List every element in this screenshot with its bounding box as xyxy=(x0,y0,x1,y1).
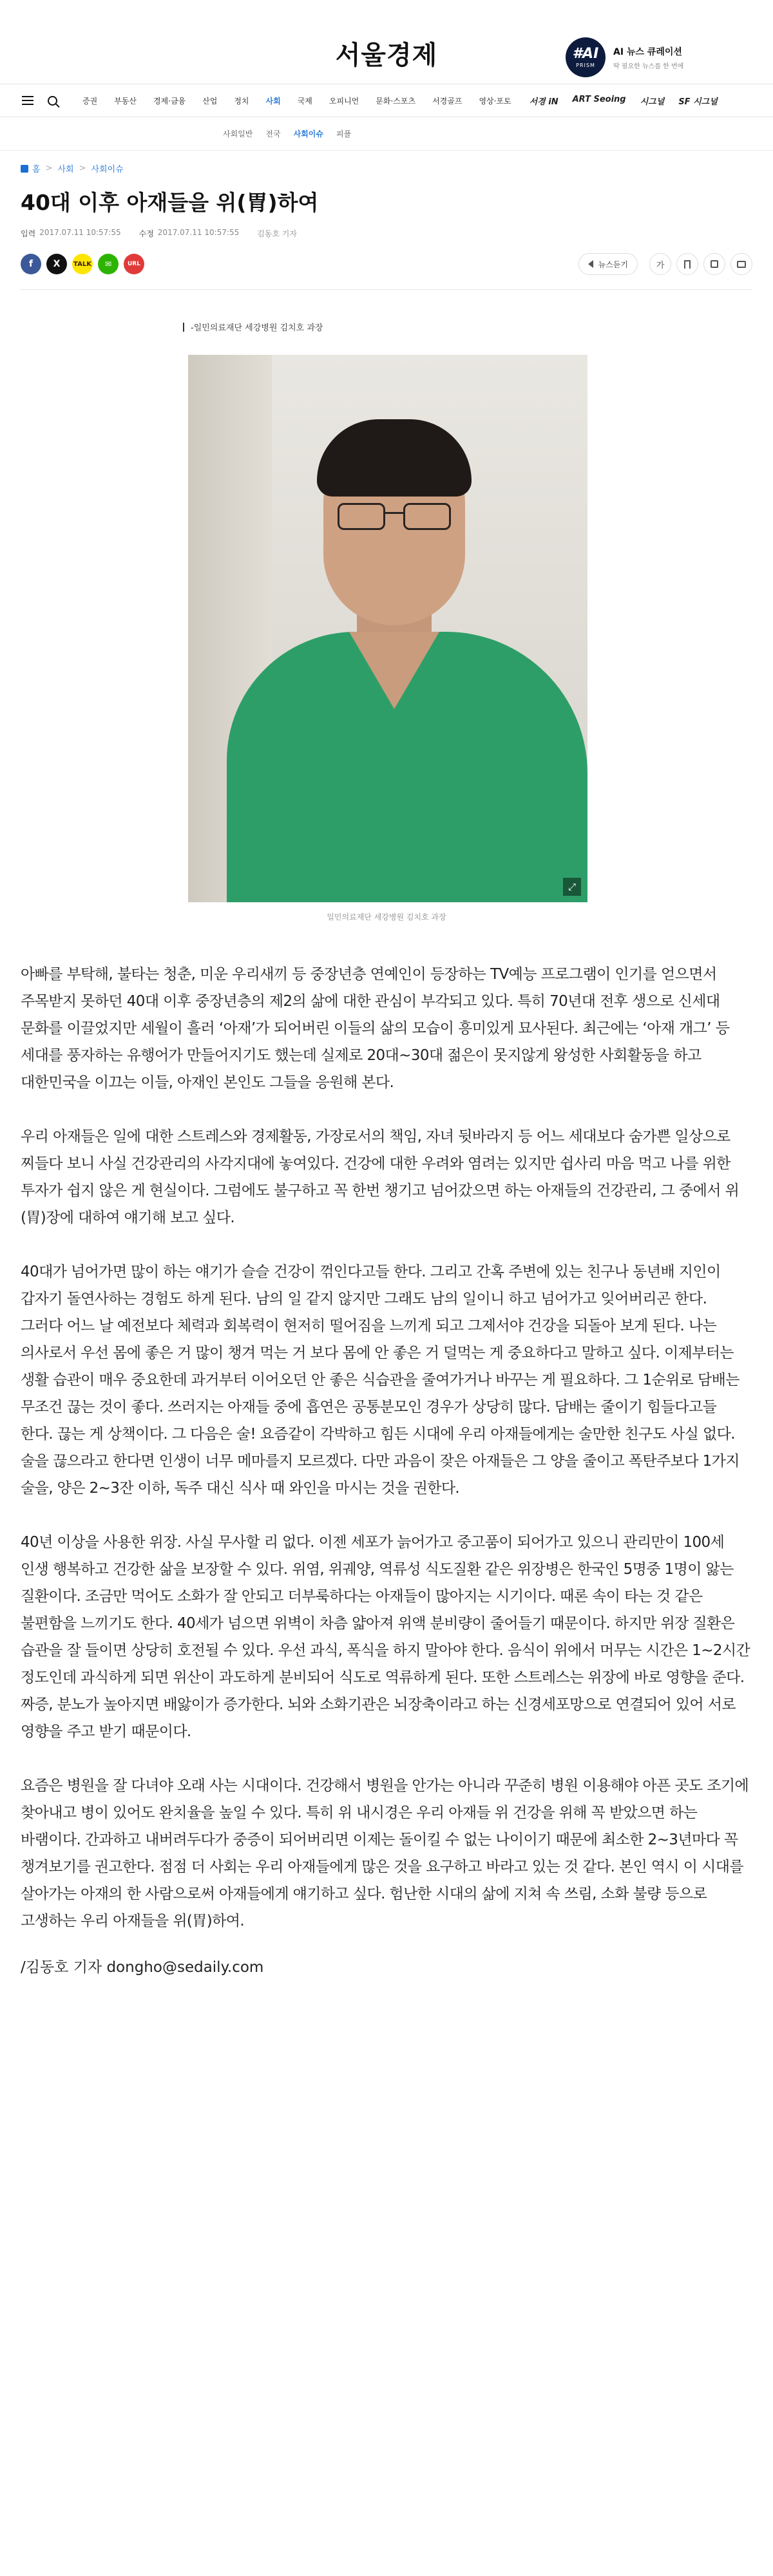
gnb-item[interactable]: 사회 xyxy=(265,96,281,106)
article-paragraph: 요즘은 병원을 잘 다녀야 오래 사는 시대이다. 건강해서 병원을 안가는 아니라 꾸준히 병원 이용해야 아픈 곳도 조기에 찾아내고 병이 있어도 완치율을 높일 수 있다. 특히 위 내시경은 우리 아재들 위 건강을 위해 꼭 받았으면 하는 바램이다. 간과하고 내버려두다가 중증이 되어버리면 이제는 돌이킬 수 없는 나이이기 때문에 최소한 2~3년마다 꼭 챙겨보기를 권고한다. 점점 더 사회는 우리 아재들에게 많은 것을 요구하고 바라고 있는 것 같다. 본인 역시 이 시대를 살아가는 아재의 한 사람으로써 아재들에게 얘기하고 싶다. 험난한 시대의 삶에 지쳐 속 쓰림, 소화 불량 등으로 고생하는 우리 아재들을 위(胃)하여. xyxy=(21,1777,749,1929)
gnb-item[interactable]: 국제 xyxy=(297,96,312,106)
font-size-button[interactable] xyxy=(649,253,671,275)
article-tools xyxy=(578,253,752,275)
global-nav xyxy=(0,84,773,117)
share-toolbar xyxy=(21,253,752,290)
bookmark-button[interactable] xyxy=(676,253,698,275)
ai-curation-promo[interactable] xyxy=(566,37,683,77)
modify-label: 수정 xyxy=(138,229,154,238)
byline-caption xyxy=(21,321,752,333)
gnb-item[interactable]: 영상·포토 xyxy=(479,96,511,106)
facebook-icon[interactable]: f xyxy=(21,254,41,274)
ai-badge-main: #AI xyxy=(572,45,599,62)
gnb-brand-link[interactable]: ART Seoing xyxy=(572,94,626,104)
gnb-item[interactable]: 서경골프 xyxy=(432,96,463,106)
font-size-label: 가 xyxy=(656,260,665,270)
byline-bar xyxy=(183,323,184,332)
gnb-menu xyxy=(82,95,528,106)
article-paragraph: 40년 이상을 사용한 위장. 사실 무사할 리 없다. 이젠 세포가 늙어가고 중고품이 되어가고 있으니 관리만이 100세 인생 행복하고 건강한 삶을 보장할 수 있다. 위염, 위궤양, 역류성 식도질환 같은 위장병은 한국인 5명중 1명이 앓는 질환이다. 조금만 먹어도 소화가 잘 안되고 더부룩하다는 아재들이 많아지는 시기이다. 때론 속이 타는 것 같은 불편함을 느끼기도 한다. 40세가 넘으면 위벽이 차츰 얇아져 위액 분비량이 줄어들기 때문이다. 하지만 위장 질환은 습관을 잘 들이면 상당히 호전될 수 있다. 우선 과식, 폭식을 하지 말아야 한다. 음식이 위에서 머무는 시간은 1~2시간 정도인데 과식하게 되면 위산이 과도하게 분비되어 식도로 역류하게 된다. 또한 스트레스는 위장에 바로 영향을 준다. 짜증, 분노가 높아지면 배앓이가 증가한다. 뇌와 소화기관은 뇌장축이라고 하는 신경세포망으로 연결되어 있어 서로 영향을 주고 받기 때문이다. xyxy=(21,1534,750,1740)
breadcrumb-home[interactable]: 홈 xyxy=(32,165,41,175)
breadcrumb-section[interactable]: 사회 xyxy=(57,165,74,175)
sns-share-buttons xyxy=(21,254,149,274)
subnav-item[interactable]: 사회이슈 xyxy=(293,129,323,138)
ai-promo-title: AI 뉴스 큐레이션 xyxy=(613,46,682,57)
sub-nav xyxy=(0,117,773,151)
breadcrumb-subsection[interactable]: 사회이슈 xyxy=(91,165,124,175)
article-paragraph: 우리 아재들은 일에 대한 스트레스와 경제활동, 가장로서의 책임, 자녀 뒷바라지 등 어느 세대보다 숨가쁜 일상으로 찌들다 보니 사실 건강관리의 사각지대에 놓여있다. 건강에 대한 우려와 염려는 있지만 쉽사리 마음 먹고 나를 위한 투자가 쉽지 않은 게 현실이다. 그럼에도 불구하고 꼭 한번 챙기고 넘어갔으면 하는 아재들의 건강관리, 그 중에서 위(胃)장에 대하여 얘기해 보고 싶다. xyxy=(21,1128,740,1226)
reporter-name[interactable]: 김동호 기자 xyxy=(257,229,297,238)
hamburger-icon xyxy=(22,96,33,105)
photo-hair xyxy=(317,419,472,497)
subnav-item[interactable]: 전국 xyxy=(265,129,281,138)
gnb-item[interactable]: 산업 xyxy=(202,96,218,106)
print-button[interactable] xyxy=(730,253,752,275)
subnav-item[interactable]: 사회일반 xyxy=(223,129,253,138)
gnb-brand-link[interactable]: 시그널 xyxy=(640,97,665,107)
ai-prism-badge-icon xyxy=(566,37,606,77)
breadcrumb xyxy=(21,162,773,175)
photo-glasses xyxy=(338,503,451,533)
gnb-item[interactable]: 문화·스포츠 xyxy=(376,96,416,106)
input-time: 2017.07.11 10:57:55 xyxy=(39,228,121,237)
article-body xyxy=(0,321,773,1976)
gnb-item[interactable]: 부동산 xyxy=(114,96,137,106)
speaker-icon xyxy=(588,260,593,268)
gnb-item[interactable]: 경제·금융 xyxy=(153,96,186,106)
photo-caption: 일민의료재단 세강병원 김치호 과장 xyxy=(327,913,446,922)
breadcrumb-separator: > xyxy=(79,164,86,173)
breadcrumb-separator: > xyxy=(45,164,53,173)
reporter-signature: /김동호 기자 dongho@sedaily.com xyxy=(21,1959,264,1976)
listen-news-label: 뉴스듣기 xyxy=(598,260,628,269)
gnb-brand-link[interactable]: 서경 iN xyxy=(529,97,558,107)
search-icon xyxy=(48,96,57,106)
share-icon xyxy=(711,260,718,268)
message-icon[interactable]: ✉ xyxy=(98,254,119,274)
gnb-brand-link[interactable]: SF 시그널 xyxy=(678,97,718,107)
gnb-item[interactable]: 증권 xyxy=(82,96,98,106)
gnb-item[interactable]: 오피니언 xyxy=(329,96,359,106)
article-paragraph: 40대가 넘어가면 많이 하는 얘기가 슬슬 건강이 꺾인다고들 한다. 그리고 간혹 주변에 있는 친구나 동년배 지인이 갑자기 돌연사하는 경험도 하게 된다. 남의 일 같지 않지만 그래도 남의 일이니 하고 넘어가고 잊어버리곤 한다. 그러다 어느 날 예전보다 체력과 회복력이 현저히 떨어짐을 느끼게 되고 그제서야 건강을 되돌아 보게 된다. 나는 의사로서 우선 몸에 좋은 거 많이 챙겨 먹는 거 보다 몸에 안 좋은 거 덜먹는 게 중요하다고 말하고 싶다. 이제부터는 생활 습관이 매우 중요한데 과거부터 이어오던 안 좋은 식습관을 줄여가거나 바꾸는 게 필요하다. 그 1순위로 담배는 무조건 끊는 것이 좋다. 쓰러지는 아재들 중에 흡연은 공통분모인 경우가 상당히 많다. 담배는 줄이기 힘들다고들 한다. 끊는 게 상책이다. 그 다음은 술! 요즘같이 각박하고 힘든 시대에 우리 아재들에게는 술만한 친구도 사실 없다. 술을 끊으라고 한다면 인생이 너무 메마를지 모르겠다. 다만 과음이 잦은 아재들은 그 양을 줄이고 폭탄주보다 1가지 술을, 양은 2~3잔 이하, 독주 대신 식사 때 와인을 마시는 것을 권한다. xyxy=(21,1264,740,1497)
top-header xyxy=(0,0,773,84)
article-title: 40대 이후 아재들을 위(胃)하여 xyxy=(21,190,319,215)
share-button[interactable] xyxy=(703,253,725,275)
byline-caption-text: -일민의료재단 세강병원 김치호 과장 xyxy=(191,323,323,333)
expand-photo-icon[interactable]: ⤢ xyxy=(563,878,581,896)
article-paragraphs xyxy=(21,961,752,1935)
print-icon xyxy=(737,261,746,268)
article-paragraph: 아빠를 부탁해, 불타는 청춘, 미운 우리새끼 등 중장년층 연예인이 등장하는 TV예능 프로그램이 인기를 얻으면서 주목받지 못하던 40대 이후 중장년층의 제2의 삶에 대한 관심이 부각되고 있다. 특히 70년대 전후 생으로 신세대 문화를 이끌었지만 세월이 흘러 ‘아재’가 되어버린 이들의 삶의 모습이 흥미있게 묘사된다. 최근에는 ‘아재 개그’ 등 세대를 풍자하는 유행어가 만들어지기도 했는데 실제로 20대~30대 젊은이 못지않게 왕성한 사회활동을 하고 대한민국을 이끄는 이들, 아재인 본인도 그들을 응원해 본다. xyxy=(21,966,730,1091)
x-twitter-icon[interactable]: X xyxy=(46,254,67,274)
bookmark-icon xyxy=(684,260,691,269)
listen-news-button[interactable] xyxy=(578,253,638,275)
copy-url-icon[interactable]: URL xyxy=(124,254,144,274)
gnb-brands xyxy=(530,95,732,107)
gnb-item[interactable]: 정치 xyxy=(234,96,249,106)
menu-button[interactable] xyxy=(18,91,37,110)
subnav-item[interactable]: 피플 xyxy=(336,129,352,138)
ai-promo-text xyxy=(613,45,683,70)
home-icon[interactable] xyxy=(21,165,28,173)
article-meta xyxy=(21,228,773,239)
site-logo[interactable]: 서울경제 xyxy=(335,40,438,70)
article-photo[interactable] xyxy=(188,355,587,902)
input-label: 입력 xyxy=(21,229,36,238)
ai-badge-sub: PRISM xyxy=(576,62,595,68)
kakaotalk-icon[interactable]: TALK xyxy=(72,254,93,274)
modify-time: 2017.07.11 10:57:55 xyxy=(157,228,240,237)
search-button[interactable] xyxy=(43,91,62,110)
ai-promo-subtitle: 딱 필요한 뉴스를 한 번에 xyxy=(613,62,684,70)
